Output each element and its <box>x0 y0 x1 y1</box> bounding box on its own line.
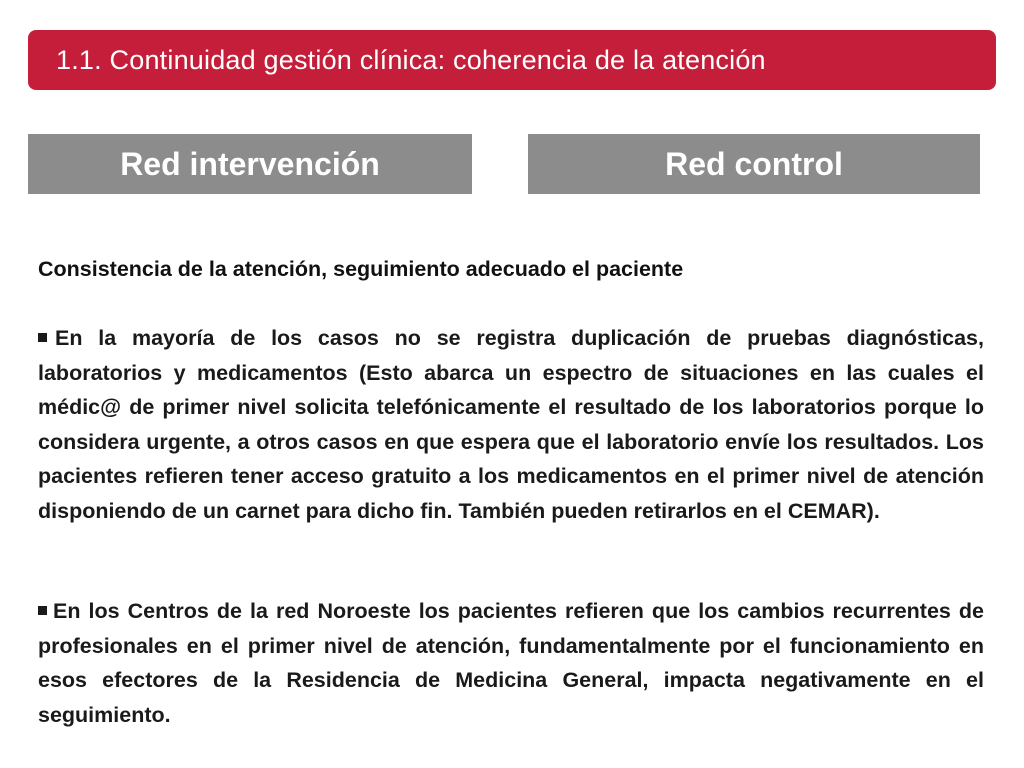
paragraph-duplicacion <box>38 321 984 528</box>
paragraph-text: En la mayoría de los casos no se registra duplicación de pruebas diagnósticas, laboratorios y medicamentos (Esto abarca un espectro de situaciones en las cuales el médic@ de primer nivel solicita telefónicamente el resultado de los laboratorios porque lo considera urgente, a otros casos en que espera que el laboratorio envíe los resultados. Los pacientes refieren tener acceso gratuito a los medicamentos en el primer nivel de atención disponiendo de un carnet para dicho fin. También pueden retirarlos en el CEMAR). <box>38 326 984 523</box>
paragraph-noroeste <box>38 594 984 732</box>
page-title: 1.1. Continuidad gestión clínica: coherencia de la atención <box>56 44 766 75</box>
title-bar <box>28 30 996 90</box>
tab-label-intervencion: Red intervención <box>120 145 380 182</box>
tab-red-control <box>528 134 980 194</box>
tab-label-control: Red control <box>665 145 843 182</box>
square-bullet-icon <box>38 333 47 342</box>
paragraph-text: En los Centros de la red Noroeste los pacientes refieren que los cambios recurrentes de profesionales en el primer nivel de atención, fundamentalmente por el funcionamiento en esos efectores de la Residencia de Medicina General, impacta negativamente en el seguimiento. <box>38 599 984 727</box>
square-bullet-icon <box>38 606 47 615</box>
section-heading: Consistencia de la atención, seguimiento adecuado el paciente <box>38 257 684 281</box>
tab-red-intervencion <box>28 134 472 194</box>
